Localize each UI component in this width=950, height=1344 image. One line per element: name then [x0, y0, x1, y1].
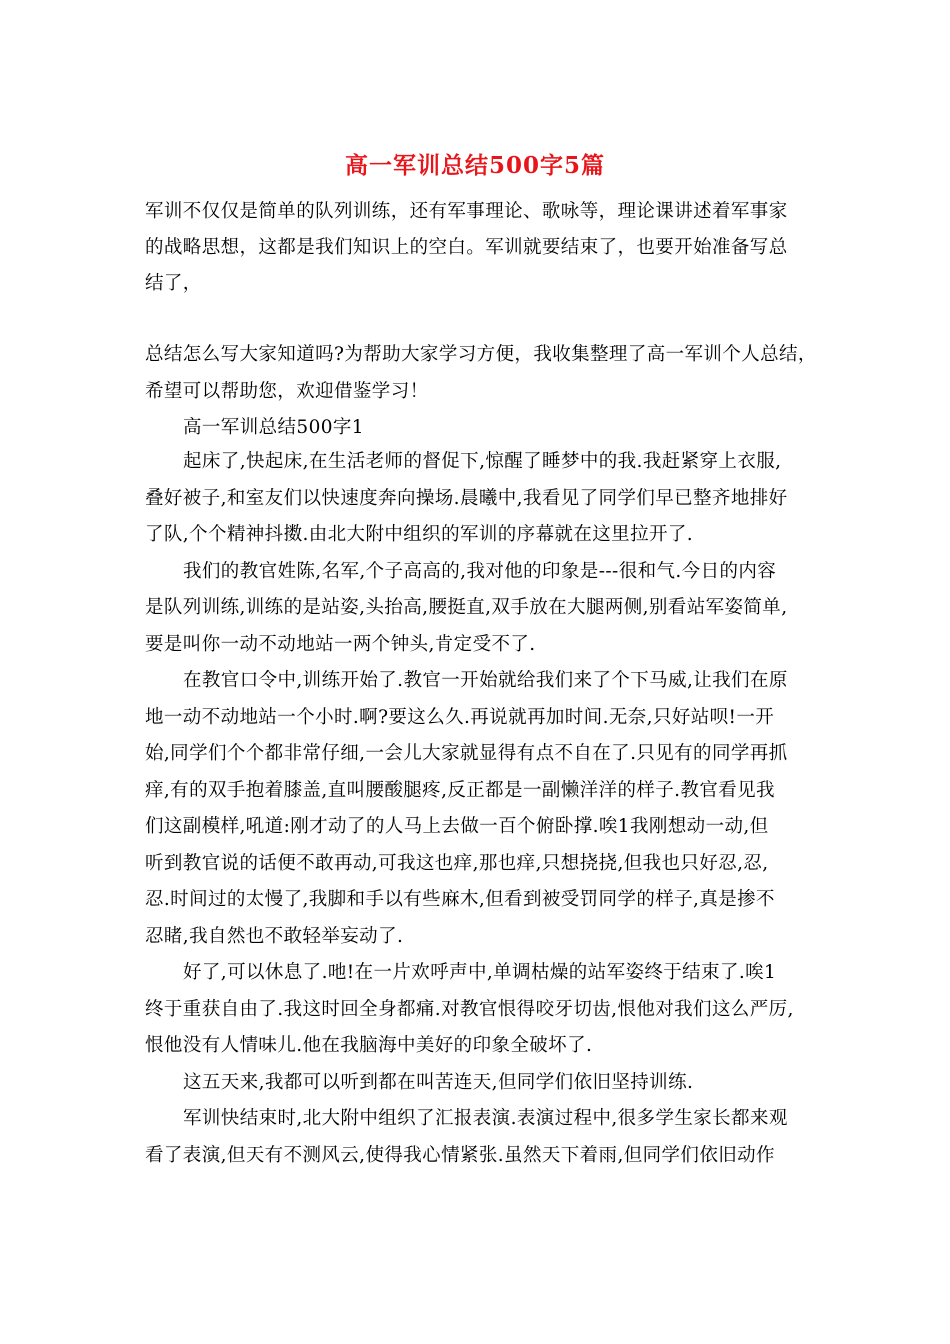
- body-line: 我们的教官姓陈,名军,个子高高的,我对他的印象是---很和气.今日的内容: [183, 561, 777, 582]
- body-line: 听到教官说的话便不敢再动,可我这也痒,那也痒,只想挠挠,但我也只好忍,忍,: [145, 853, 769, 874]
- body-line: 军训快结束时,北大附中组织了汇报表演.表演过程中,很多学生家长都来观: [183, 1108, 788, 1129]
- body-line: 要是叫你一动不动地站一两个钟头,肯定受不了.: [145, 634, 536, 655]
- body-line: 忍.时间过的太慢了,我脚和手以有些麻木,但看到被受罚同学的样子,真是掺不: [145, 889, 775, 910]
- body-line: 起床了,快起床,在生活老师的督促下,惊醒了睡梦中的我.我赶紧穿上衣服,: [183, 451, 782, 472]
- body-line: 们这副模样,吼道:刚才动了的人马上去做一百个俯卧撑.唉1我刚想动一动,但: [145, 816, 769, 837]
- intro-line: 总结怎么写大家知道吗?为帮助大家学习方便，我收集整理了高一军训个人总结，: [145, 344, 817, 365]
- intro-line: 结了，: [145, 273, 202, 294]
- section-heading: 高一军训总结500字1: [183, 417, 364, 438]
- body-line: 这五天来,我都可以听到都在叫苦连天,但同学们依旧坚持训练.: [183, 1072, 694, 1093]
- body-line: 是队列训练,训练的是站姿,头抬高,腰挺直,双手放在大腿两侧,别看站军姿简单,: [145, 597, 788, 618]
- body-line: 好了,可以休息了.吔!在一片欢呼声中,单调枯燥的站军姿终于结束了.唉1: [183, 962, 777, 983]
- intro-line: 希望可以帮助您，欢迎借鉴学习！: [145, 381, 429, 402]
- body-line: 在教官口令中,训练开始了.教官一开始就给我们来了个下马威,让我们在原: [183, 670, 788, 691]
- intro-line: 的战略思想，这都是我们知识上的空白。军训就要结束了，也要开始准备写总: [145, 237, 788, 258]
- body-line: 终于重获自由了.我这时回全身都痛.对教官恨得咬牙切齿,恨他对我们这么严厉,: [145, 999, 794, 1020]
- body-line: 痒,有的双手抱着膝盖,直叫腰酸腿疼,反正都是一副懒洋洋的样子.教官看见我: [145, 780, 775, 801]
- body-line: 恨他没有人情味儿.他在我脑海中美好的印象全破坏了.: [145, 1035, 593, 1056]
- body-line: 忍睹,我自然也不敢轻举妄动了.: [145, 926, 404, 947]
- document-title: 高一军训总结500字5篇: [344, 152, 605, 179]
- intro-line: 军训不仅仅是简单的队列训练，还有军事理论、歌咏等，理论课讲述着军事家: [145, 201, 788, 222]
- body-line: 叠好被子,和室友们以快速度奔向操场.晨曦中,我看见了同学们早已整齐地排好: [145, 488, 788, 509]
- body-line: 始,同学们个个都非常仔细,一会儿大家就显得有点不自在了.只见有的同学再抓: [145, 743, 788, 764]
- body-line: 看了表演,但天有不测风云,使得我心情紧张.虽然天下着雨,但同学们依旧动作: [145, 1145, 775, 1166]
- body-line: 了队,个个精神抖擞.由北大附中组织的军训的序幕就在这里拉开了.: [145, 524, 694, 545]
- body-line: 地一动不动地站一个小时.啊?要这么久.再说就再加时间.无奈,只好站呗!一开: [145, 707, 775, 728]
